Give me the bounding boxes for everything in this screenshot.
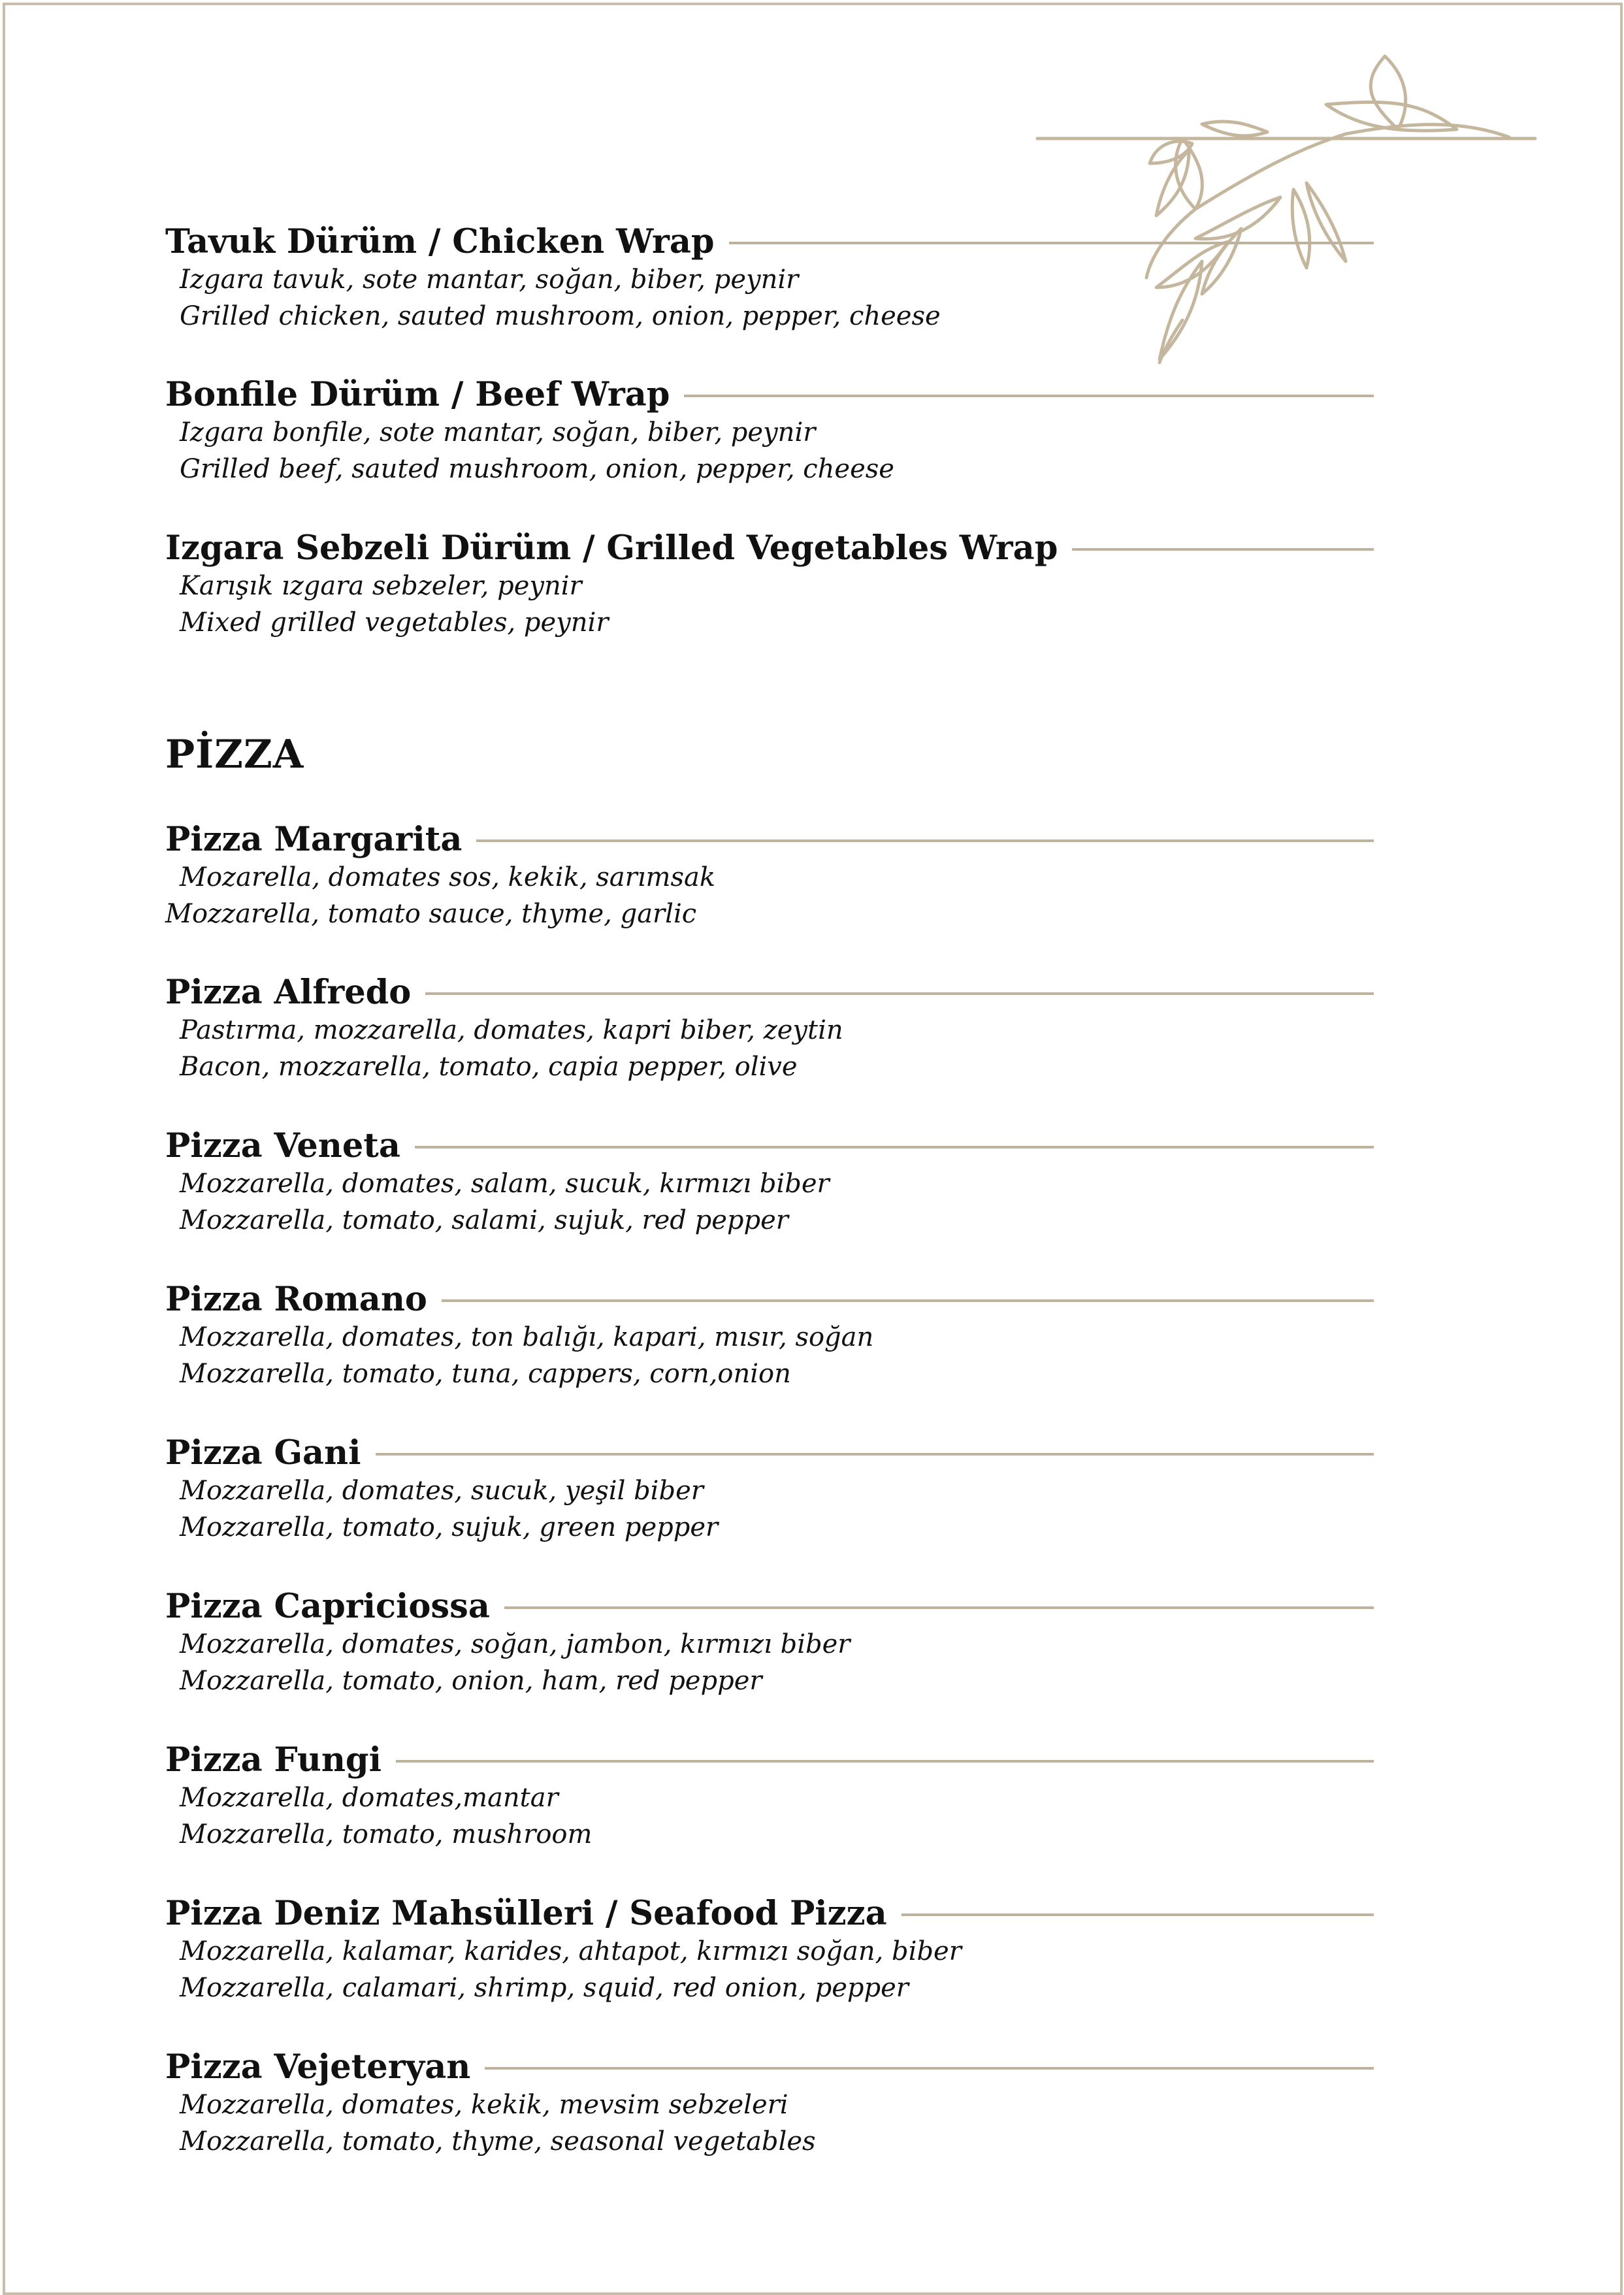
item-description-en: Mozzarella, tomato, thyme, seasonal vegetables [180,2126,816,2157]
dotted-leader-line [901,1913,1374,1916]
menu-item [165,375,1374,487]
item-name: Pizza Gani [165,1433,361,1473]
item-name: Pizza Romano [165,1280,427,1319]
dotted-leader-line [729,242,1374,244]
item-name: Pizza Margarita [165,820,463,859]
dotted-leader-line [684,395,1374,397]
item-description-en: Mozzarella, tomato, mushroom [180,1819,593,1849]
item-description-tr: Mozzarella, kalamar, karides, ahtapot, kırmızı soğan, biber [180,1936,962,1966]
item-name: Tavuk Dürüm / Chicken Wrap [165,222,715,261]
item-description-tr: Mozzarella, domates, sucuk, yeşil biber [180,1476,704,1506]
item-name: Pizza Deniz Mahsülleri / Seafood Pizza [165,1894,887,1933]
menu-item [165,222,1374,334]
item-description-tr: Mozzarella, domates, soğan, jambon, kırmızı biber [180,1629,851,1659]
item-description-tr: Mozzarella, domates, kekik, mevsim sebzeleri [180,2090,788,2120]
item-description-en: Mozzarella, tomato, salami, sujuk, red pepper [180,1205,788,1235]
item-description-tr: Karışık ızgara sebzeler, peynir [180,571,582,601]
item-name: Pizza Veneta [165,1126,400,1165]
menu-item [165,1126,1374,1239]
menu-item [165,820,1374,932]
item-name: Pizza Vejeteryan [165,2047,471,2087]
menu-item [165,1894,1374,2006]
dotted-leader-line [376,1453,1374,1456]
dotted-leader-line [396,1760,1374,1763]
dotted-leader-line [476,839,1374,842]
menu-item [165,1740,1374,1853]
item-name: Bonfile Dürüm / Beef Wrap [165,375,670,414]
item-description-tr: Izgara tavuk, sote mantar, soğan, biber, peynir [180,265,799,295]
item-description-en: Mozzarella, tomato, tuna, cappers, corn,onion [180,1359,791,1389]
menu-item [165,1587,1374,1699]
menu-item [165,1433,1374,1546]
item-description-en: Mozzarella, tomato, sujuk, green pepper [180,1512,719,1542]
item-name: Pizza Alfredo [165,973,412,1012]
section-title: PİZZA [165,732,304,777]
item-description-en: Grilled chicken, sauted mushroom, onion, pepper, cheese [180,301,941,331]
dotted-leader-line [1072,548,1374,551]
item-description-tr: Izgara bonfile, sote mantar, soğan, biber, peynir [180,417,816,448]
item-description-en: Mozzarella, tomato sauce, thyme, garlic [165,899,697,929]
menu-item [165,973,1374,1085]
item-description-en: Grilled beef, sauted mushroom, onion, pepper, cheese [180,454,894,484]
menu-item [165,1280,1374,1392]
item-name: Pizza Fungi [165,1740,382,1780]
dotted-leader-line [485,2067,1374,2070]
item-description-tr: Mozarella, domates sos, kekik, sarımsak [180,862,716,892]
menu-item [165,529,1374,641]
item-name: Pizza Capriciossa [165,1587,490,1626]
item-description-tr: Pastırma, mozzarella, domates, kapri biber, zeytin [180,1015,843,1045]
item-description-tr: Mozzarella, domates,mantar [180,1783,559,1813]
item-description-en: Mozzarella, tomato, onion, ham, red pepper [180,1666,762,1696]
item-description-en: Mixed grilled vegetables, peynir [180,608,609,638]
menu-item [165,2047,1374,2160]
dotted-leader-line [425,992,1374,995]
dotted-leader-line [442,1299,1374,1302]
item-description-en: Bacon, mozzarella, tomato, capia pepper, olive [180,1052,798,1082]
item-description-en: Mozzarella, calamari, shrimp, squid, red onion, pepper [180,1973,909,2003]
item-description-tr: Mozzarella, domates, ton balığı, kapari, mısır, soğan [180,1322,874,1352]
dotted-leader-line [504,1606,1374,1609]
item-name: Izgara Sebzeli Dürüm / Grilled Vegetables Wrap [165,529,1058,568]
dotted-leader-line [415,1146,1374,1148]
item-description-tr: Mozzarella, domates, salam, sucuk, kırmızı biber [180,1169,830,1199]
